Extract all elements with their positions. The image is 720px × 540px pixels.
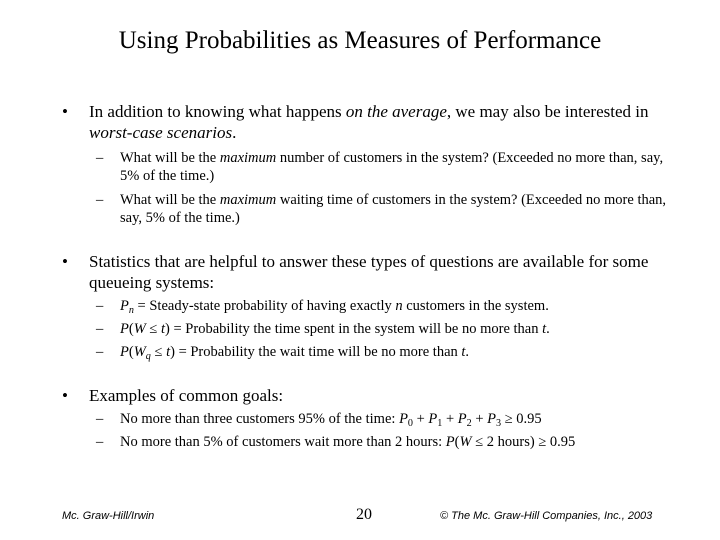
sub-dash: –: [96, 411, 104, 427]
sub-dash: –: [96, 298, 104, 314]
sub-dash: –: [96, 344, 104, 360]
bullet-marker: •: [62, 252, 68, 271]
footer-copyright: © The Mc. Graw-Hill Companies, Inc., 2003: [440, 510, 653, 522]
sub-dash: –: [96, 434, 104, 450]
sub-item-max-waiting: What will be the maximum waiting time of customers in the system? (Exceeded no more than, say, 5% of the time.): [120, 192, 667, 226]
sub-item-pn: $P_n$ = Steady-state probability of having exactly n customers in the system.: [120, 298, 549, 316]
bullet-marker: •: [62, 386, 68, 405]
sub-dash: –: [96, 150, 104, 166]
bullet-3-text: Examples of common goals:: [89, 386, 284, 405]
sub-item-pwq: $P(W_q \le t)$ = Probability the wait time will be no more than t.: [120, 344, 470, 362]
sub-item-max-customers: What will be the maximum number of customers in the system? (Exceeded no more than, say, 5% of the time.): [120, 150, 664, 184]
sub-dash: –: [96, 192, 104, 208]
bullet-2-text: Statistics that are helpful to answer these types of questions are available for some queueing systems:: [89, 252, 649, 292]
bullet-1-text: In addition to knowing what happens on the average, we may also be interested in worst-case scenarios.: [89, 102, 649, 142]
slide-title: Using Probabilities as Measures of Performance: [118, 27, 602, 54]
footer-publisher: Mc. Graw-Hill/Irwin: [62, 510, 155, 522]
sub-item-pw: P(W ≤ t) = Probability the time spent in the system will be no more than t.: [120, 321, 550, 337]
bullet-marker: •: [62, 102, 68, 121]
sub-item-goal-customers: No more than three customers 95% of the time: $P_0 + P_1 + P_2 + P_3 \ge 0.95$: [120, 411, 542, 429]
page-number: 20: [356, 506, 372, 523]
sub-item-goal-wait: No more than 5% of customers wait more than 2 hours: P(W ≤ 2 hours) ≥ 0.95: [120, 434, 576, 450]
sub-dash: –: [96, 321, 104, 337]
